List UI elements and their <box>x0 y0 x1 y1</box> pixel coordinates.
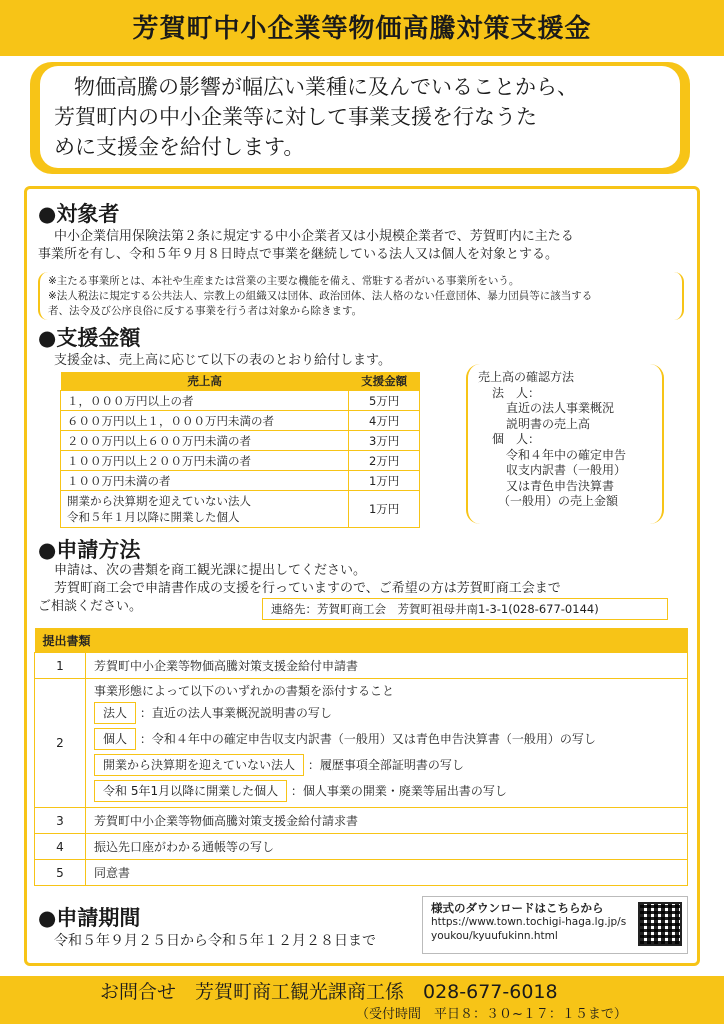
footer-hours: （受付時間 平日８：３０~１７：１５まで） <box>356 1007 627 1022</box>
amount-table <box>60 372 420 528</box>
documents-table <box>34 628 688 886</box>
table-row: 2 事業形態によって以下のいずれかの書類を添付すること 法人 ：直近の法人事業概況説明書の写し 個人 ：令和４年中の確定申告収支内訳書（一般用）又は青色申告決算書（一般用）の写し 開業から決算期を迎えていない法人 ：履歴事項全部証明書の写し 令和 5年1月以降に開業した個人 ：個人事業の開業・廃業等届出書の写し <box>35 679 688 808</box>
table-row: １００万円未満の者 1万円 <box>61 471 420 491</box>
contact-info: 連絡先：芳賀町商工会 芳賀町祖母井南1-3-1(028-677-0144) <box>262 598 668 620</box>
period-heading: ●申請期間 <box>38 906 141 930</box>
amount-heading: ●支援金額 <box>38 326 141 350</box>
table-row: 3 芳賀町中小企業等物価高騰対策支援金給付請求書 <box>35 808 688 834</box>
table-row: 開業から決算期を迎えていない法人 令和５年１月以降に開業した個人 1万円 <box>61 491 420 528</box>
target-heading: ●対象者 <box>38 202 120 226</box>
apply-heading: ●申請方法 <box>38 538 141 562</box>
target-notes: ※主たる事業所とは、本社や生産または営業の主要な機能を備え、常駐する者がいる事業所をいう。 ※法人税法に規定する公共法人、宗教上の組織又は団体、政治団体、法人格のない任意団体、暴力団員等に該当する 者、法令及び公序良俗に反する事業を行う者は対象から除きます。 <box>38 272 684 320</box>
doc-tag-individual: 個人 <box>94 728 136 750</box>
documents-header: 提出書類 <box>35 628 688 653</box>
download-title: 様式のダウンロードはこちらから <box>431 901 604 915</box>
doc-tag-new-corporate: 開業から決算期を迎えていない法人 <box>94 754 304 776</box>
apply-body: 申請は、次の書類を商工観光課に提出してください。 芳賀町商工会で申請書作成の支援を行っていますので、ご希望の方は芳賀町商工会まで ご相談ください。 <box>38 563 561 614</box>
table-row: ６００万円以上１，０００万円未満の者 4万円 <box>61 411 420 431</box>
qr-code-icon[interactable] <box>638 902 682 946</box>
target-body: 中小企業信用保険法第２条に規定する中小企業者又は小規模企業者で、芳賀町内に主たる 事業所を有し、令和５年９月８日時点で事業を継続している法人又は個人を対象とする。 <box>38 229 574 262</box>
doc-tag-corporate: 法人 <box>94 702 136 724</box>
sales-confirm-box: 売上高の確認方法 法 人： 直近の法人事業概況 説明書の売上高 個 人： 令和４年中の確定申告 収支内訳書（一般用） 又は青色申告決算書 （一般用）の売上金額 <box>466 364 664 524</box>
intro-text: 物価高騰の影響が幅広い業種に及んでいることから、 芳賀町内の中小企業等に対して事業支援を行なうた めに支援金を給付します。 <box>40 66 680 168</box>
table-row: ２００万円以上６００万円未満の者 3万円 <box>61 431 420 451</box>
table-row: １００万円以上２００万円未満の者 2万円 <box>61 451 420 471</box>
amount-body: 支援金は、売上高に応じて以下の表のとおり給付します。 <box>54 353 391 368</box>
table-row: 5 同意書 <box>35 860 688 886</box>
table-row: 1 芳賀町中小企業等物価高騰対策支援金給付申請書 <box>35 653 688 679</box>
doc-tag-new-individual: 令和 5年1月以降に開業した個人 <box>94 780 287 802</box>
amount-col-grant: 支援金額 <box>349 372 420 391</box>
page-title: 芳賀町中小企業等物価高騰対策支援金 <box>132 14 592 44</box>
download-link[interactable]: https://www.town.tochigi-haga.lg.jp/syoukou/kyuufukinn.html <box>431 916 627 942</box>
table-row: 4 振込先口座がわかる通帳等の写し <box>35 834 688 860</box>
period-body: 令和５年９月２５日から令和５年１２月２８日まで <box>54 933 376 949</box>
footer-contact: お問合せ 芳賀町商工観光課商工係 028-677-6018 <box>100 981 558 1003</box>
table-row: １，０００万円以上の者 5万円 <box>61 391 420 411</box>
amount-col-sales: 売上高 <box>61 372 349 391</box>
